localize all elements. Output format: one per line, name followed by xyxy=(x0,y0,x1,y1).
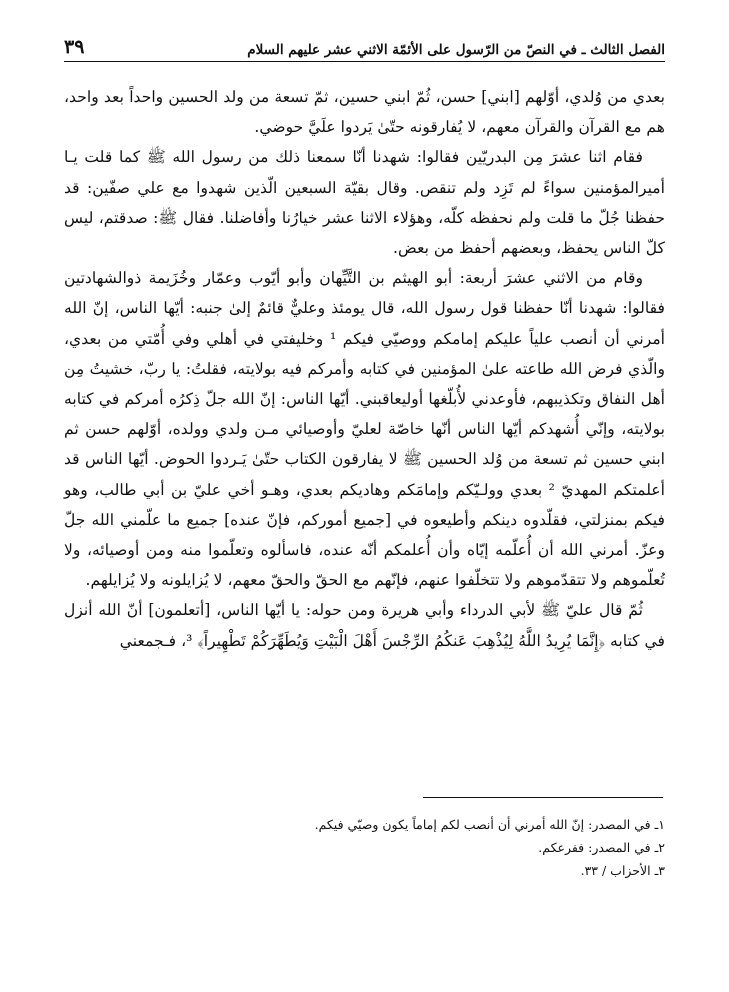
paragraph: بعدي من وُلدي، أوّلهم [ابني] حسن، ثُمّ ابني حسين، ثمّ تسعة من ولد الحسين واحداً بعد واحد، هم مع القرآن والقرآن معهم، لا يُفارقونه حتّىٰ يَردوا علَيَّ حوضي. xyxy=(64,88,665,137)
paragraph: وقام من الاثني عشرَ أربعة: أبو الهيثم بن التَّيِّهان وأبو أيّوب وعمّار وخُزَيمة ذوالشهادتين فقالوا: شهدنا أنّا حفظنا قول رسول الله، قال يومئذ وعليٌّ قائمٌ إلىٰ جنبه: أيّها الناس، إنّ الله أمرني أن أنصب علياً عليكم إمامكم ووصيّي فيكم ¹ وخليفتي في أهلي وفي أُمّتي من بعدي، والّذي فرض الله طاعته علىٰ المؤمنين في كتابه وأمركم فيه بولايته، فقلتُ: يا ربّ، خشيتُ مِن أهل النفاق وتكذيبهم، فأوعدني لأُبلّغها أوليعاقبني. أيّها الناس: إنّ الله جلّ ذِكرُه أمركم في كتابه بولايته، وإنّي أُشهدكم أيّها الناس أنّها خاصّة لعليّ وأوصيائي مـن ولدي وولده، أوّلهم حسن ثم ابني حسين ثم تسعة من وُلد الحسين ﷺ لا يفارقون الكتاب حتّىٰ يَـردوا الحوض. أيّها الناس قد أعلمتكم المهديّ ² بعدي وولـيّكم وإمامَكم وهاديكم بعدي، وهـو أخي عليّ بن أبي طالب، وهو فيكم بمنزلتي، فقلّدوه دينكم وأطيعوه في [جميع أموركم، فإنّ عنده] جميع ما علّمني الله جلّ وعزّ. أمرني الله أن أُعلّمه إيّاه وأن أُعلمكم أنّه عنده، فاسألوه وتعلّموا منه ومن أوصيائه، ولا تُعلّموهم ولا تتقدّموهم ولا تتخلّفوا عنهم، فإنّهم مع الحقّ والحقّ معهم، لا يُزايلونه ولا يُزايلهم. xyxy=(64,269,666,590)
running-head: الفصل الثالث ـ في النصّ من الرّسول على الأئمّة الاثني عشر عليهم السلام xyxy=(247,42,665,58)
footnote: ٢ـ في المصدر: ففرعكم. xyxy=(538,840,665,855)
main-text xyxy=(64,82,665,656)
page-header xyxy=(64,24,665,62)
page-number: ٣٩ xyxy=(64,36,85,58)
footnotes xyxy=(64,813,665,882)
footnote: ١ـ في المصدر: إنّ الله أمرني أن أنصب لكم إماماً يكون وصيّي فيكم. xyxy=(314,817,665,832)
paragraph: فقام اثنا عشرَ مِن البدريّين فقالوا: شهدنا أنّا سمعنا ذلك من رسول الله ﷺ كما قلت يـا أميرالمؤمنين سواءً لم تَزِد ولم تنقص. وقال بقيّة السبعين الّذين شهدوا مع علي صفّين: قد حفظنا جُلّ ما قلت ولم نحفظه كلّه، وهؤلاء الاثنا عشر خيارُنا وأفاضلنا. فقال ﷺ: صدقتم، ليس كلّ الناس يحفظ، وبعضهم أحفظ من بعض. xyxy=(64,148,665,258)
footnote-divider xyxy=(423,797,663,798)
paragraph: ثُمّ قال عليّ ﷺ لأبي الدرداء وأبي هريرة ومن حوله: يا أيّها الناس، [أتعلمون] أنّ الله أنزل في كتابه ﴿إِنَّمَا يُرِيدُ اللَّهُ لِيُذْهِبَ عَنكُمُ الرِّجْسَ أَهْلَ الْبَيْتِ وَيُطَهِّرَكُمْ تَطْهِيراً﴾ ³، فـجمعني xyxy=(64,601,665,650)
footnote: ٣ـ الأحزاب / ٣٣. xyxy=(580,863,665,878)
